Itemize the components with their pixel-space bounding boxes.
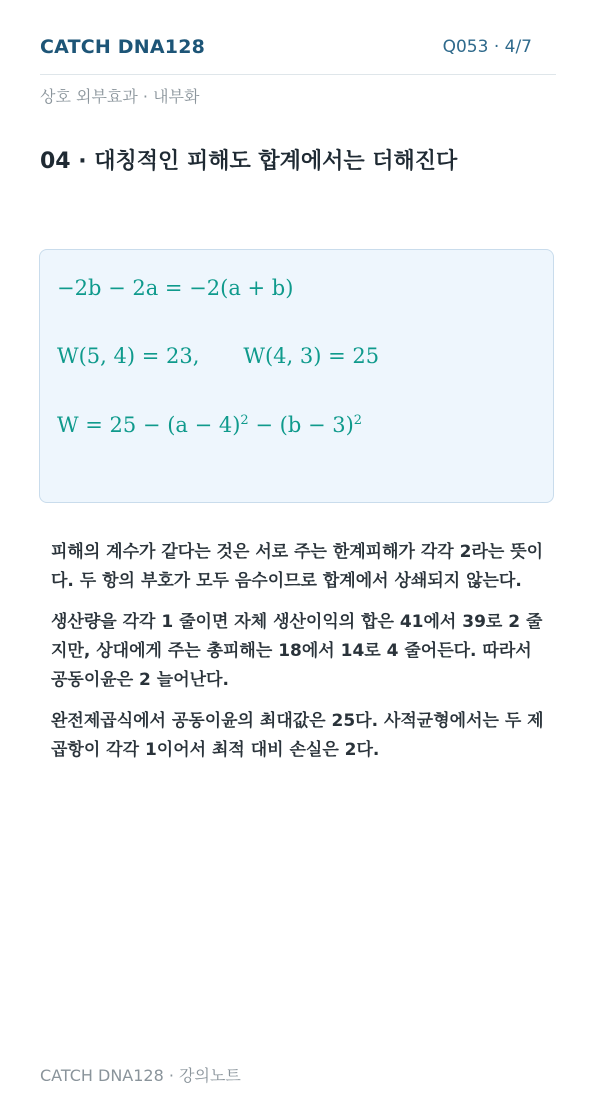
equation-mid: − (b − 3) [248, 413, 354, 437]
paragraph-3: 완전제곱식에서 공동이윤의 최대값은 25다. 사적균형에서는 두 제곱항이 각각 1이어서 최적 대비 손실은 2다. [51, 711, 544, 760]
equation-box [39, 249, 554, 503]
paragraph-1: 피해의 계수가 같다는 것은 서로 주는 한계피해가 각각 2라는 뜻이다. 두 항의 부호가 모두 음수이므로 합계에서 상쇄되지 않는다. [51, 542, 544, 591]
brand-title: CATCH DNA128 [40, 36, 206, 58]
welfare-value-private: W(5, 4) = 23, [57, 344, 200, 368]
exponent-2: 2 [353, 413, 363, 428]
equation-line-3 [57, 413, 362, 437]
explanation-body [51, 538, 551, 777]
page-header [40, 36, 556, 75]
exponent-1: 2 [240, 413, 249, 428]
question-progress: Q053 · 4/7 [442, 37, 532, 57]
topic-subtitle: 상호 외부효과 · 내부화 [40, 87, 200, 106]
equation-line-2 [57, 344, 379, 368]
welfare-value-optimal: W(4, 3) = 25 [243, 344, 380, 368]
equation-base: W = 25 − (a − 4) [57, 413, 241, 437]
equation-line-1: −2b − 2a = −2(a + b) [57, 276, 294, 300]
page-footer: CATCH DNA128 · 강의노트 [40, 1066, 241, 1085]
paragraph-2: 생산량을 각각 1 줄이면 자체 생산이익의 합은 41에서 39로 2 줄지만, 상대에게 주는 총피해는 18에서 14로 4 줄어든다. 따라서 공동이윤은 2 늘어난다. [51, 612, 543, 690]
section-title: 04 · 대칭적인 피해도 합계에서는 더해진다 [40, 149, 458, 174]
